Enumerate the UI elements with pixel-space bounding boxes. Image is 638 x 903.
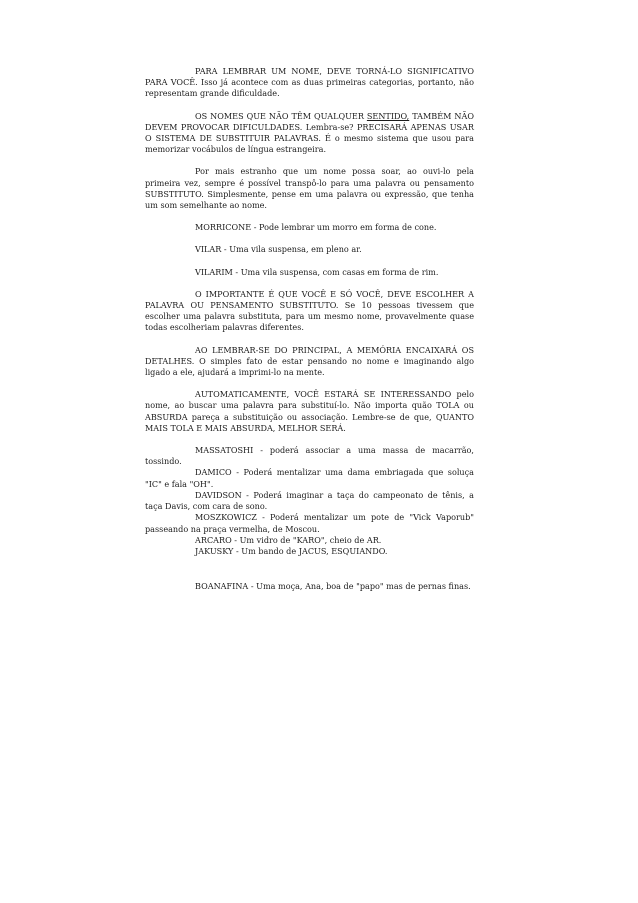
example-1: MORRICONE - Pode lembrar um morro em forma de cone. (195, 222, 437, 233)
document-page (145, 66, 474, 592)
name-example-2: DAMICO - Poderá mentalizar uma dama embriagada que soluça "IC" e fala "OH". (145, 467, 474, 489)
name-example-6: JAKUSKY - Um bando de JACUS, ESQUIANDO. (195, 545, 388, 556)
example-3: VILARIM - Uma vila suspensa, com casas em forma de rim. (195, 266, 439, 277)
spacer (145, 557, 474, 581)
paragraph-2 (145, 111, 474, 156)
underlined-word: SENTIDO, (366, 110, 410, 121)
paragraph-1: PARA LEMBRAR UM NOME, DEVE TORNÁ-LO SIGNIFICATIVO PARA VOCÊ. Isso já acontece com as duas primeiras categorias, portanto, não representam grande dificuldade. (145, 66, 474, 99)
name-example-5: ARCARO - Um vidro de "KARO", cheio de AR. (195, 534, 382, 545)
paragraph-4: O IMPORTANTE É QUE VOCÊ E SÓ VOCÊ, DEVE ESCOLHER A PALAVRA OU PENSAMENTO SUBSTITUTO. Se 10 pessoas tivessem que escolher uma palavra substituta, para um mesmo nome, provavelmente quase todas escolheriam palavras diferentes. (145, 288, 474, 333)
paragraph-2-end: TAMBÉM NÃO DEVEM PROVOCAR DIFICULDADES. Lembra-se? PRECISARÁ APENAS USAR O SISTEMA DE SUBSTITUIR PALAVRAS. É o mesmo sistema que usou para memorizar vocábulos de língua estrangeira. (145, 110, 474, 155)
name-example-7: BOANAFINA - Uma moça, Ana, boa de "papo" mas de pernas finas. (195, 581, 471, 592)
paragraph-6: AUTOMATICAMENTE, VOCÊ ESTARÁ SE INTERESSANDO pelo nome, ao buscar uma palavra para substituí-lo. Não importa quão TOLA ou ABSURDA pareça a substituição ou associação. Lembre-se de que, QUANTO MAIS TOLA E MAIS ABSURDA, MELHOR SERÁ. (145, 389, 474, 433)
name-example-4: MOSZKOWICZ - Poderá mentalizar um pote de "Vick Vaporub" passeando na praça vermelha, de Moscou. (145, 512, 474, 534)
name-example-1: MASSATOSHI - poderá associar a uma massa de macarrão, tossindo. (145, 445, 474, 467)
paragraph-2-start: OS NOMES QUE NÃO TÊM QUALQUER (195, 110, 367, 121)
name-example-3: DAVIDSON - Poderá imaginar a taça do campeonato de tênis, a taça Davis, com cara de sono. (145, 489, 474, 512)
paragraph-5: AO LEMBRAR-SE DO PRINCIPAL, A MEMÓRIA ENCAIXARÁ OS DETALHES. O simples fato de estar pensando no nome e imaginando algo ligado a ele, ajudará a imprimi-lo na mente. (145, 344, 474, 378)
paragraph-3: Por mais estranho que um nome possa soar, ao ouvi-lo pela primeira vez, sempre é possível transpô-lo para uma palavra ou pensamento SUBSTITUTO. Simplesmente, pense em uma palavra ou expressão, que tenha um som semelhante ao nome. (145, 166, 474, 211)
example-2: VILAR - Uma vila suspensa, em pleno ar. (195, 244, 362, 255)
